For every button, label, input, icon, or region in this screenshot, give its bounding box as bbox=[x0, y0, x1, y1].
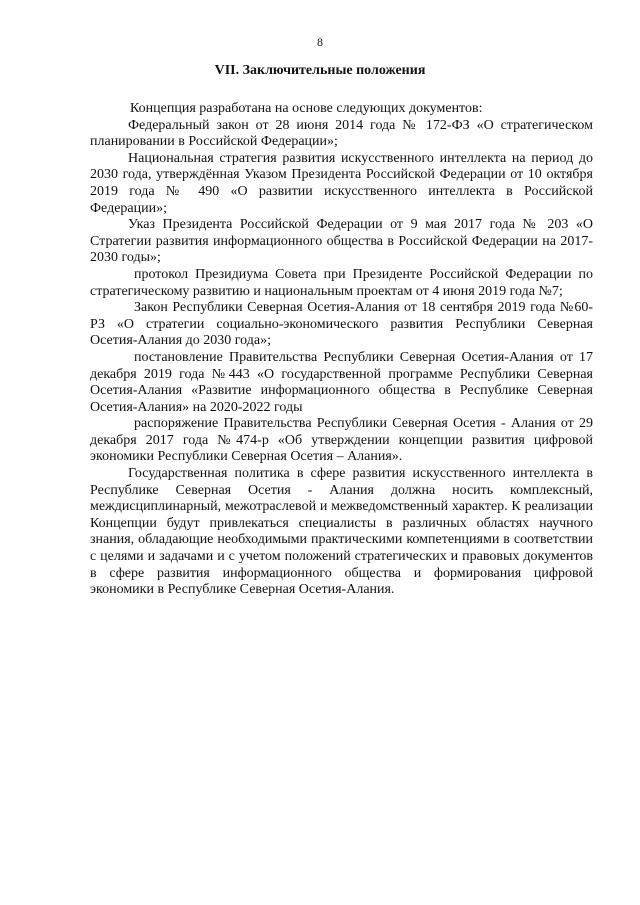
paragraph-federal-law: Федеральный закон от 28 июня 2014 года № 172-ФЗ «О стратегическом планировании в Российской Федерации»; bbox=[90, 117, 593, 150]
body-text bbox=[90, 101, 593, 599]
paragraph-government-order: распоряжение Правительства Республики Северная Осетия - Алания от 29 декабря 2017 года №474-р «Об утверждении концепции развития цифровой экономики Республики Северная Осетия – Алания». bbox=[90, 416, 593, 465]
page-number: 8 bbox=[317, 35, 323, 49]
paragraph-republic-law: Закон Республики Северная Осетия-Алания от 18 сентября 2019 года №60-РЗ «О стратегии социально-экономического развития Республики Северная Осетия-Алания до 2030 года»; bbox=[90, 300, 593, 349]
paragraph-presidium-protocol: протокол Президиума Совета при Президенте Российской Федерации по стратегическому развитию и национальным проектам от 4 июня 2019 года №7; bbox=[90, 266, 593, 299]
paragraph-national-ai-strategy: Национальная стратегия развития искусственного интеллекта на период до 2030 года, утверждённая Указом Президента Российской Федерации от 10 октября 2019 года № 490 «О развитии искусственного интеллекта в Российской Федерации»; bbox=[90, 150, 593, 216]
section-heading: VII. Заключительные положения bbox=[214, 63, 426, 78]
paragraph-government-resolution: постановление Правительства Республики Северная Осетия-Алания от 17 декабря 2019 года №443 «О государственной программе Республики Северная Осетия-Алания «Развитие информационного общества в Республике Северная Осетия-Алания» на 2020-2022 годы bbox=[90, 349, 593, 415]
paragraph-state-policy: Государственная политика в сфере развития искусственного интеллекта в Республике Северная Осетия - Алания должна носить комплексный, междисциплинарный, межотраслевой и межведомственный характер. К реализации Концепции будут привлекаться специалисты в различных областях научного знания, обладающие необходимыми практическими компетенциями в соответствии с целями и задачами и с учетом положений стратегических и правовых документов в сфере развития информационного общества и формирования цифровой экономики в Республике Северная Осетия-Алания. bbox=[90, 466, 593, 598]
paragraph-presidential-decree: Указ Президента Российской Федерации от 9 мая 2017 года № 203 «О Стратегии развития информационного общества в Российской Федерации на 2017-2030 годы»; bbox=[90, 217, 593, 266]
paragraph-intro: Концепция разработана на основе следующих документов: bbox=[130, 101, 483, 116]
